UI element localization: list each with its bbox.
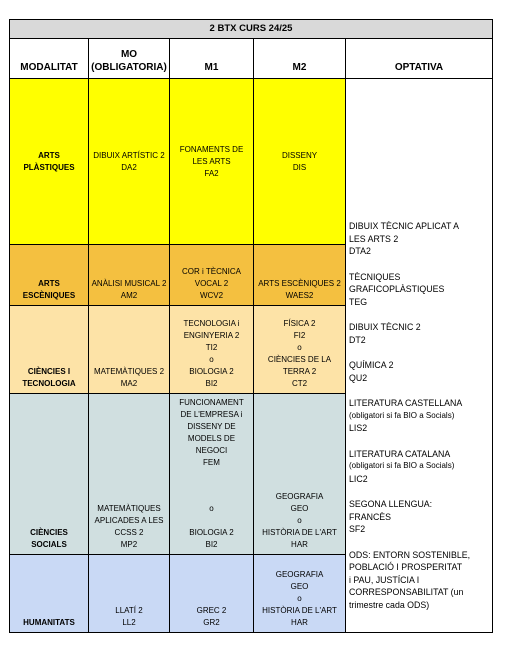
row-arts-esceniques-m2 [254, 245, 346, 306]
optativa-item-lis2 [349, 397, 489, 435]
optativa-line: DIBUIX TÈCNIC APLICAT A [349, 221, 459, 231]
optativa-line: DIBUIX TÈCNIC 2 [349, 322, 421, 332]
row-ciencies-tecnologia-mo [89, 306, 170, 394]
or-separator: o [209, 355, 214, 364]
subject-code: WAES2 [285, 291, 314, 300]
optativa-code: LIS2 [349, 423, 368, 433]
subject-line: HISTÒRIA DE L'ART [262, 606, 337, 615]
optativa-line: CORRESPONSABILITAT (un [349, 587, 464, 597]
optativa-code: SF2 [349, 524, 366, 534]
optativa-line: TÈCNIQUES [349, 271, 401, 282]
subject-code: LL2 [122, 618, 136, 627]
subject-code: FEM [203, 458, 220, 467]
row-ciencies-tecnologia-m1 [170, 306, 254, 394]
modalitat-line: HUMANITATS [23, 618, 75, 627]
header-optativa-label: OPTATIVA [394, 62, 444, 73]
modalitat-line: TECNOLOGIA [22, 379, 76, 388]
optativa-code: LIC2 [349, 473, 368, 484]
subject-line: VOCAL 2 [194, 279, 229, 288]
subject-code: MP2 [120, 540, 138, 549]
optativa-item-dt2 [349, 321, 489, 346]
optativa-line: GRAFICOPLÀSTIQUES [349, 284, 445, 294]
subject-code: AM2 [120, 291, 138, 300]
optativa-line: LITERATURA CATALANA [349, 448, 451, 459]
row-arts-esceniques-mo [89, 245, 170, 306]
row-ciencies-socials-m1 [170, 394, 254, 555]
row-arts-plastiques-m2 [254, 79, 346, 245]
course-table [9, 19, 493, 633]
spacer-line [189, 515, 233, 527]
optativa-item-teg [349, 271, 489, 309]
optativa-note: (obligatori si fa BIO a Socials) [349, 461, 455, 470]
subject-line: ENGINYERIA 2 [183, 331, 240, 340]
subject-line: BIOLOGIA 2 [189, 528, 234, 537]
optativa-line: POBLACIÓ I PROSPERITAT [349, 562, 463, 572]
subject-code: GEO [290, 582, 309, 591]
row-ciencies-tecnologia-m2 [254, 306, 346, 394]
subject-line: TERRA 2 [282, 367, 317, 376]
optativa-item-dta2 [349, 220, 489, 258]
subject-line: MODELS DE [187, 434, 236, 443]
subject-line: TECNOLOGIA i [183, 319, 240, 328]
subject-line: APLICADES A LES [94, 516, 164, 525]
subject-line: FÍSICA 2 [283, 319, 316, 328]
optativa-line: ODS: ENTORN SOSTENIBLE, [349, 549, 471, 560]
modalitat-line: PLÀSTIQUES [23, 162, 75, 172]
header-optativa [346, 39, 492, 79]
modalitat-line: ARTS [38, 279, 60, 288]
optativa-code: QU2 [349, 372, 368, 383]
subject-code: FI2 [293, 331, 306, 340]
subject-line: DIBUIX ARTÍSTIC 2 [93, 150, 165, 160]
optativa-line: FRANCÈS [349, 511, 392, 522]
subject-line: CCSS 2 [114, 528, 144, 537]
or-separator: o [297, 594, 302, 603]
row-ciencies-socials-m2 [254, 394, 346, 555]
optativa-code: DT2 [349, 334, 366, 345]
row-humanitats-m2 [254, 555, 346, 632]
subject-line: FUNCIONAMENT [179, 398, 244, 407]
optativa-line: trimestre cada ODS) [349, 599, 430, 610]
subject-code: WCV2 [199, 291, 224, 300]
row-arts-esceniques-m1 [170, 245, 254, 306]
subject-line: DISSENY DE [187, 422, 236, 431]
subject-line: MATEMÀTIQUES 2 [93, 367, 165, 376]
modalitat-line: CIÈNCIES I [27, 367, 71, 376]
optativa-line: LITERATURA CASTELLANA [349, 398, 463, 408]
row-humanitats-mo [89, 555, 170, 632]
optativa-note: (obligatori si fa BIO a Socials) [349, 410, 455, 420]
subject-code: BI2 [205, 379, 218, 388]
optativa-item-qu2 [349, 359, 489, 384]
subject-code: DIS [292, 162, 307, 172]
subject-code: GEO [290, 504, 309, 513]
subject-code: CT2 [291, 379, 308, 388]
subject-line: DE L'EMPRESA i [180, 410, 243, 419]
row-humanitats-m1 [170, 555, 254, 632]
m1-option-top [179, 397, 243, 469]
subject-code: HAR [291, 618, 308, 627]
header-modalitat-label: MODALITAT [20, 62, 78, 73]
header-m1-label: M1 [204, 62, 219, 73]
subject-code: DA2 [121, 162, 137, 172]
subject-code: FA2 [204, 168, 219, 178]
optativa-code: DTA2 [349, 246, 371, 256]
subject-code: MA2 [120, 379, 138, 388]
modalitat-line: SOCIALS [31, 540, 67, 549]
modalitat-line: ARTS [38, 150, 60, 160]
subject-line: GEOGRAFIA [275, 570, 324, 579]
header-mo-label: MO [120, 49, 138, 60]
header-mo [89, 39, 170, 79]
modalitat-line: ESCÈNIQUES [22, 291, 76, 300]
optativa-list [346, 79, 492, 632]
subject-line: BIOLOGIA 2 [189, 367, 234, 376]
table-title: 2 BTX CURS 24/25 [10, 20, 492, 39]
subject-code: GR2 [203, 618, 220, 627]
modalitat-line: CIÈNCIES [30, 528, 68, 537]
subject-line: MATEMÀTIQUES [97, 504, 161, 513]
or-separator: o [297, 343, 302, 352]
optativa-item-sf2 [349, 498, 489, 536]
subject-line: LES ARTS [192, 156, 231, 166]
subject-line: DISSENY [281, 150, 318, 160]
row-humanitats-modalitat [10, 555, 89, 632]
subject-line: COR i TÈCNICA [182, 267, 241, 276]
subject-code: BI2 [205, 540, 218, 549]
optativa-item-ods [349, 549, 489, 612]
row-ciencies-socials-mo [89, 394, 170, 555]
header-modalitat [10, 39, 89, 79]
subject-line: GREC 2 [196, 606, 227, 615]
row-arts-plastiques-mo [89, 79, 170, 245]
subject-line: GEOGRAFIA [275, 492, 324, 501]
optativa-line: SEGONA LLENGUA: [349, 499, 433, 509]
optativa-code: TEG [349, 296, 368, 307]
optativa-item-lic2 [349, 448, 489, 486]
optativa-line: i PAU, JUSTÍCIA I [349, 574, 420, 585]
subject-line: NEGOCI [195, 446, 228, 455]
subject-line: CIÈNCIES DE LA [267, 355, 332, 364]
or-separator: o [297, 516, 302, 525]
row-arts-plastiques-modalitat [10, 79, 89, 245]
header-m2 [254, 39, 346, 79]
header-m2-label: M2 [292, 62, 307, 73]
row-ciencies-tecnologia-modalitat [10, 306, 89, 394]
subject-line: HISTÒRIA DE L'ART [262, 528, 337, 537]
or-separator: o [209, 504, 214, 513]
subject-line: FONAMENTS DE [179, 144, 244, 154]
subject-code: HAR [291, 540, 308, 549]
m1-option-bottom [189, 503, 233, 551]
optativa-line: LES ARTS 2 [349, 233, 399, 244]
row-ciencies-socials-modalitat [10, 394, 89, 555]
optativa-top-spacer [349, 79, 489, 220]
row-arts-esceniques-modalitat [10, 245, 89, 306]
header-m1 [170, 39, 254, 79]
subject-code: TI2 [205, 343, 218, 352]
subject-line: ARTS ESCÈNIQUES 2 [258, 279, 341, 288]
optativa-line: QUÍMICA 2 [349, 360, 394, 370]
subject-line: ANÀLISI MUSICAL 2 [91, 279, 167, 288]
header-mo-sublabel: (OBLIGATORIA) [91, 62, 167, 73]
row-arts-plastiques-m1 [170, 79, 254, 245]
subject-line: LLATÍ 2 [115, 606, 143, 615]
